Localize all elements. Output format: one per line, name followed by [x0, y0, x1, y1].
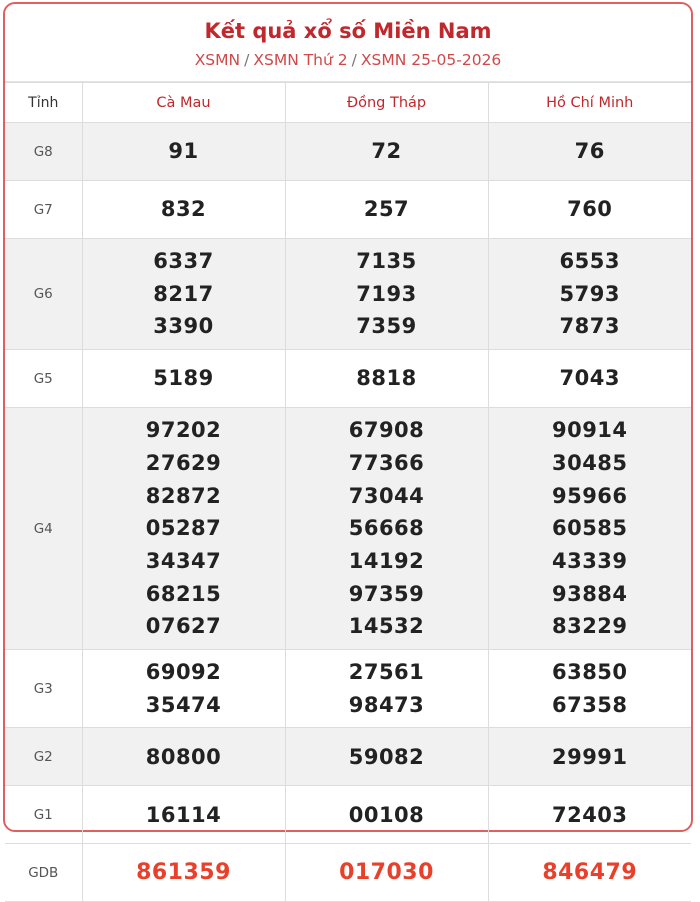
prize-cell [82, 350, 285, 408]
prize-row-g5 [5, 350, 691, 408]
prize-number: 8818 [356, 366, 417, 391]
prize-label: G4 [5, 408, 82, 650]
prize-number: 35474 [145, 692, 222, 717]
prize-number: 27561 [348, 660, 425, 685]
prize-row-g8 [5, 123, 691, 181]
breadcrumb-separator: / [244, 51, 250, 69]
prize-cell [488, 650, 691, 728]
prize-cell [488, 181, 691, 239]
prize-number: 30485 [551, 450, 628, 475]
prize-number: 5189 [153, 366, 214, 391]
prize-number: 7135 [356, 249, 417, 273]
prize-number: 07627 [145, 614, 222, 639]
prize-number: 59082 [348, 744, 425, 769]
prize-row-g2 [5, 728, 691, 786]
prize-label: G7 [5, 181, 82, 239]
prize-label: G2 [5, 728, 82, 786]
prize-number: 95966 [551, 483, 628, 508]
prize-cell [488, 728, 691, 786]
prize-cell [285, 786, 488, 844]
results-table [5, 82, 691, 902]
prize-number: 56668 [348, 516, 425, 541]
prize-cell [82, 181, 285, 239]
prize-cell [82, 408, 285, 650]
prize-number: 83229 [551, 614, 628, 639]
prize-number: 6553 [559, 249, 620, 273]
prize-number: 5793 [559, 281, 620, 306]
breadcrumb-xsmn[interactable]: XSMN [194, 51, 241, 69]
special-prize-number: 861359 [136, 859, 231, 885]
prize-number: 98473 [348, 692, 425, 717]
prize-number: 97359 [348, 581, 425, 606]
prize-number: 7193 [356, 281, 417, 306]
prize-number: 43339 [551, 548, 628, 573]
prize-cell [285, 844, 488, 902]
prize-cell [285, 181, 488, 239]
results-card [3, 2, 693, 885]
prize-row-g4 [5, 408, 691, 650]
prize-cell [82, 728, 285, 786]
prize-label: G1 [5, 786, 82, 844]
prize-cell [82, 786, 285, 844]
prize-cell [488, 786, 691, 844]
prize-number: 73044 [348, 483, 425, 508]
prize-cell [82, 123, 285, 181]
prize-number: 93884 [551, 581, 628, 606]
prize-cell [488, 350, 691, 408]
prize-number: 14532 [348, 614, 425, 639]
prize-number: 3390 [153, 314, 214, 339]
prize-cell [488, 408, 691, 650]
prize-number: 832 [160, 197, 207, 222]
prize-number: 05287 [145, 516, 222, 541]
prize-cell [488, 844, 691, 902]
prize-number: 6337 [153, 249, 214, 273]
prize-number: 97202 [145, 418, 222, 443]
prize-row-gdb [5, 844, 691, 902]
prize-number: 14192 [348, 548, 425, 573]
prize-number: 77366 [348, 450, 425, 475]
column-header-ho-chi-minh[interactable]: Hồ Chí Minh [488, 83, 691, 123]
breadcrumb [5, 49, 691, 71]
prize-cell [82, 650, 285, 728]
prize-cell [488, 239, 691, 350]
prize-cell [82, 239, 285, 350]
page-title: Kết quả xổ số Miền Nam [204, 19, 492, 43]
prize-number: 8217 [153, 281, 214, 306]
prize-number: 91 [168, 139, 199, 164]
prize-row-g7 [5, 181, 691, 239]
prize-cell [285, 408, 488, 650]
prize-number: 72 [371, 139, 402, 164]
prize-row-g3 [5, 650, 691, 728]
prize-cell [285, 123, 488, 181]
prize-number: 760 [567, 197, 613, 222]
prize-number: 00108 [348, 802, 425, 827]
prize-number: 257 [363, 197, 410, 222]
prize-number: 90914 [551, 418, 628, 443]
prize-label: G3 [5, 650, 82, 728]
results-header [5, 4, 691, 82]
prize-number: 68215 [145, 581, 222, 606]
prize-number: 34347 [145, 548, 222, 573]
prize-cell [285, 239, 488, 350]
breadcrumb-separator: / [351, 51, 357, 69]
prize-label: G8 [5, 123, 82, 181]
prize-number: 7043 [559, 366, 620, 391]
prize-cell [285, 650, 488, 728]
prize-cell [82, 844, 285, 902]
breadcrumb-xsmn-date[interactable]: XSMN 25-05-2026 [360, 51, 502, 69]
column-header-ca-mau[interactable]: Cà Mau [82, 83, 285, 123]
prize-number: 63850 [551, 660, 628, 685]
prize-number: 72403 [551, 802, 628, 827]
prize-cell [488, 123, 691, 181]
prize-cell [285, 728, 488, 786]
prize-number: 76 [574, 139, 605, 164]
column-header-dong-thap[interactable]: Đồng Tháp [285, 83, 488, 123]
prize-number: 7873 [559, 314, 620, 339]
prize-number: 67908 [348, 418, 425, 443]
prize-number: 60585 [551, 516, 628, 541]
prize-label: G6 [5, 239, 82, 350]
prize-number: 80800 [145, 744, 222, 769]
prize-number: 69092 [145, 660, 222, 685]
prize-number: 16114 [145, 802, 222, 827]
prize-number: 82872 [145, 483, 222, 508]
prize-number: 67358 [551, 692, 628, 717]
prize-row-g1 [5, 786, 691, 844]
breadcrumb-xsmn-monday[interactable]: XSMN Thứ 2 [253, 51, 348, 69]
column-header-province: Tỉnh [5, 83, 82, 123]
prize-number: 7359 [356, 314, 417, 339]
prize-label: G5 [5, 350, 82, 408]
results-body [5, 123, 691, 902]
special-prize-number: 846479 [542, 859, 638, 885]
prize-number: 29991 [551, 744, 628, 769]
prize-label: GDB [5, 844, 82, 902]
table-header-row [5, 83, 691, 123]
prize-cell [285, 350, 488, 408]
prize-number: 27629 [145, 450, 222, 475]
prize-row-g6 [5, 239, 691, 350]
special-prize-number: 017030 [339, 859, 434, 885]
